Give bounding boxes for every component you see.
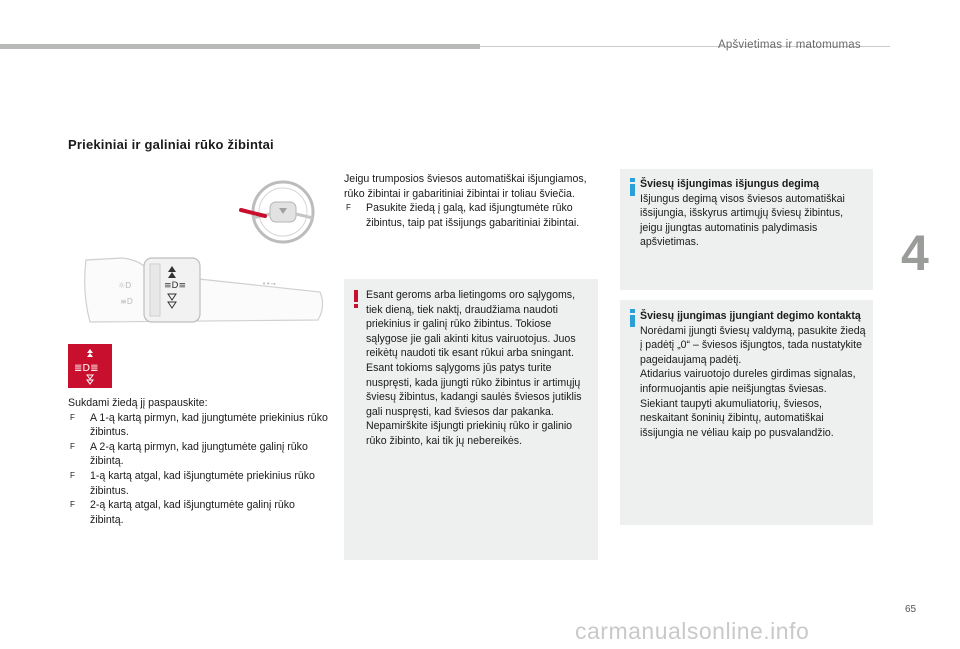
header-bar: [0, 44, 480, 49]
intro-text: Sukdami žiedą jį paspauskite:: [68, 397, 208, 409]
svg-text:••➞: ••➞: [262, 280, 277, 288]
section-title: Priekiniai ir galiniai rūko žibintai: [68, 137, 274, 152]
warning-text: Esant geroms arba lietingoms oro sąlygoms, tiek dieną, tiek naktį, draudžiama naudoti priekinius ir galinį rūko žibintus. Tokiose sąlygose jie gali akinti kitus vairuotojus. Juos reikėtų naudoti tik esant rūkui arba sningant. Esant tokioms sąlygoms jūs patys turite nuspręsti, kada įjungti rūko žibintus ir artimųjų šviesų žibintus, kadangi saulės šviesos jutiklis gali nuspręsti, kad šviesos dar pakanka. Nepamirškite išjungti priekinių rūko ir galinio rūko žibinto, kai tik jų nebereikės.: [366, 289, 582, 447]
chapter-number: 4: [901, 225, 929, 281]
chapter-title: Apšvietimas ir matomumas: [718, 39, 861, 51]
lighting-stalk-illustration: [82, 250, 327, 335]
bullet-marker: F: [70, 412, 75, 422]
fog-lights-icon: [68, 344, 112, 388]
left-column-text: [68, 396, 328, 527]
list-item: F A 1-ą kartą pirmyn, kad įjungtumėte priekinius rūko žibintus.: [70, 411, 328, 439]
steering-wheel-illustration: [235, 178, 325, 248]
bullet-marker: F: [70, 470, 75, 480]
info-icon: [630, 178, 635, 196]
list-item: F 2-ą kartą atgal, kad išjungtumėte galinį rūko žibintą.: [70, 499, 295, 526]
info-box-title: Šviesų įjungimas įjungiant degimo kontaktą: [640, 310, 861, 322]
info-icon: [630, 309, 635, 327]
info-box-ignition-on-text: Šviesų įjungimas įjungiant degimo kontaktą Norėdami įjungti šviesų valdymą, pasukite žiedą į padėtį „0“ – šviesos išjungtos, tada nustatykite pageidaujamą padėtį. Atidarius vairuotojo dureles girdimas signalas, informuojantis apie neišjungtas šviesas. Siekiant taupyti akumuliatorių, šviesos, neskaitant šoninių žibintų, automatiškai išsijungia ne vėliau kaip po pusvalandžio.: [640, 309, 868, 440]
svg-text:≣D≣: ≣D≣: [74, 363, 99, 374]
list-item: F Pasukite žiedą į galą, kad išjungtumėte rūko žibintus, taip pat išsijungs gabaritiniai žibintai.: [346, 202, 580, 229]
list-item: F 1-ą kartą atgal, kad išjungtumėte priekinius rūko žibintus.: [70, 469, 315, 497]
svg-text:≡D≡: ≡D≡: [164, 281, 187, 291]
bullet-marker: F: [346, 203, 351, 213]
watermark: carmanualsonline.info: [575, 618, 810, 644]
warning-icon: [354, 290, 358, 308]
list-item: F A 2-ą kartą pirmyn, kad įjungtumėte galinį rūko žibintą.: [70, 440, 308, 468]
middle-column-text: [344, 172, 598, 230]
page-number: 65: [905, 604, 917, 615]
svg-text:≡D: ≡D: [120, 297, 133, 306]
svg-text:☼D: ☼D: [118, 281, 132, 290]
bullet-marker: F: [70, 500, 75, 510]
auto-off-paragraph: Jeigu trumposios šviesos automatiškai išjungiamos, rūko žibintai ir gabaritiniai žibintai ir toliau šviečia.: [344, 173, 587, 200]
info-box-title: Šviesų išjungimas išjungus degimą: [640, 178, 819, 190]
info-box-ignition-off-text: Šviesų išjungimas išjungus degimą Išjungus degimą visos šviesos automatiškai išsijungia, išskyrus artimųjų šviesų žibintus, jeigu įjungtas automatinis palydimasis apšvietimas.: [640, 177, 868, 250]
bullet-marker: F: [70, 441, 75, 451]
